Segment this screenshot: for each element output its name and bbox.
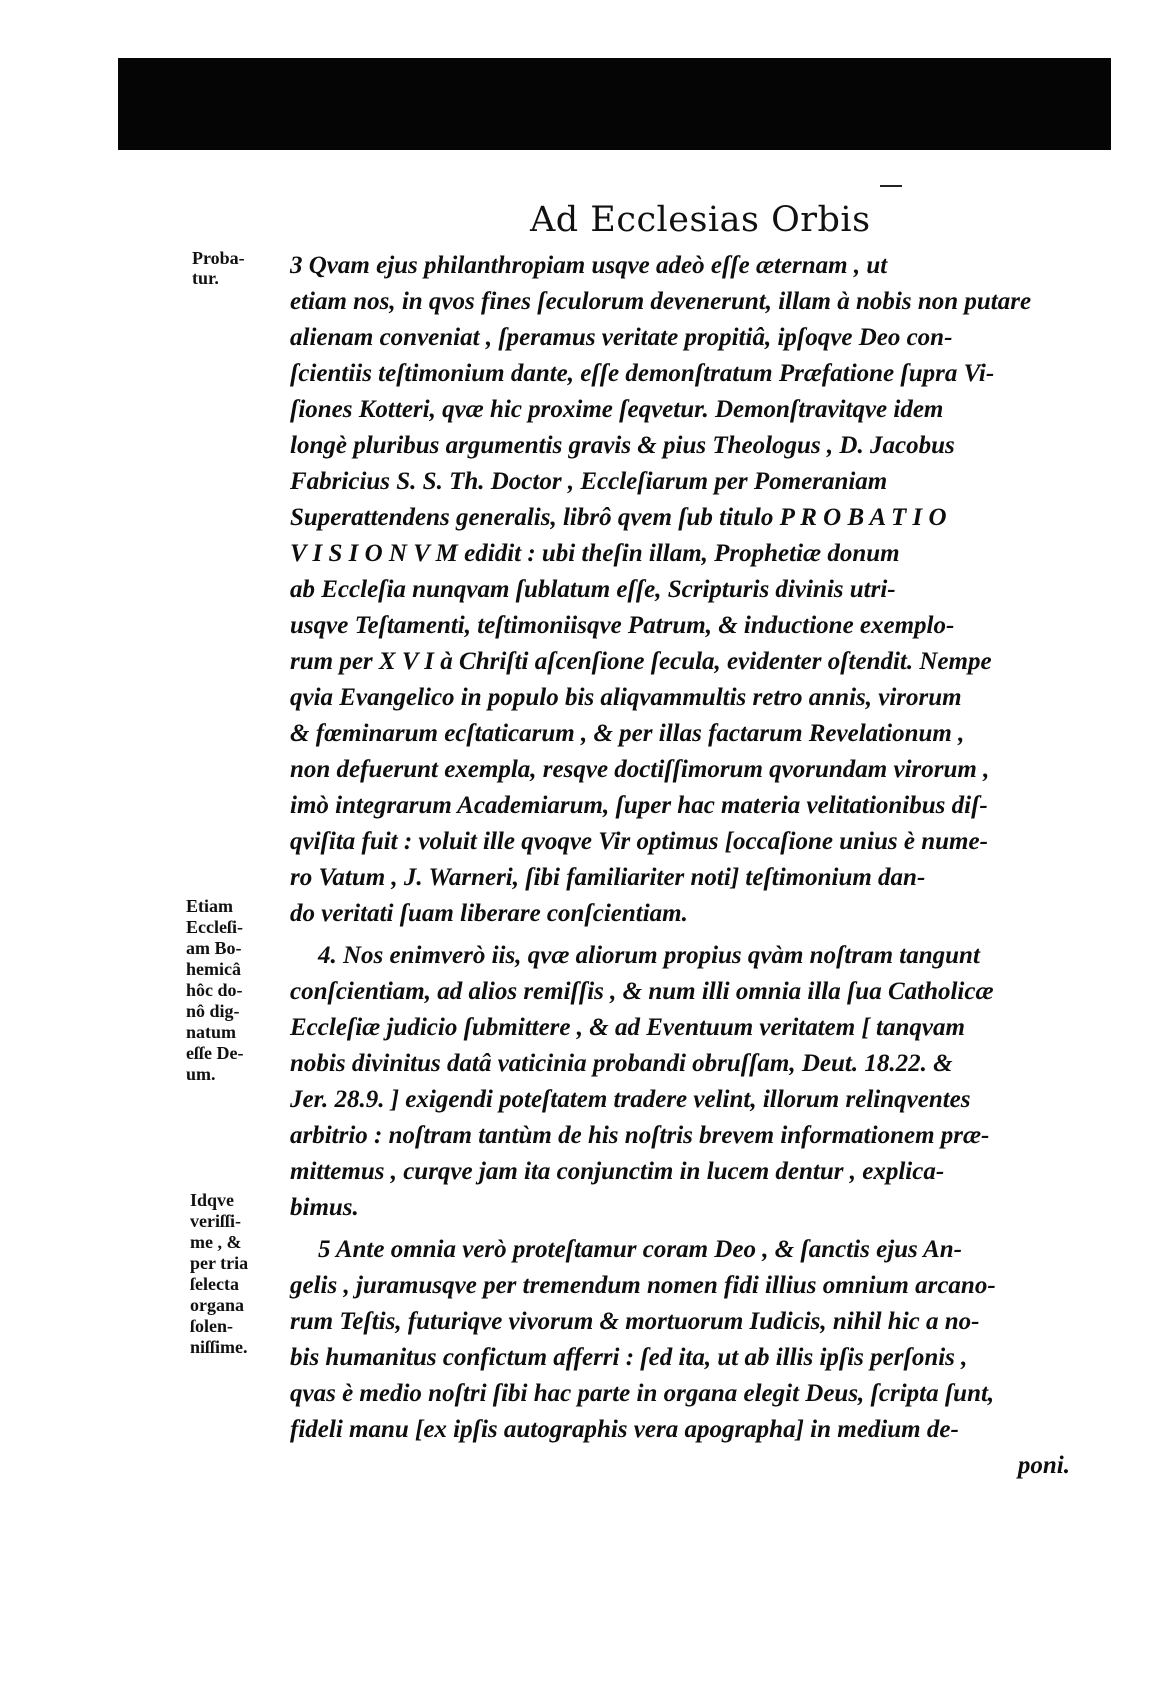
margin-note-line: Eccleſi- [186, 917, 243, 937]
text-line: mittemus , curqve jam ita conjunctim in lucem dentur , explica- [290, 1158, 945, 1185]
margin-note-line: Etiam [186, 896, 233, 916]
text-line: Fabricius S. S. Th. Doctor , Eccleſiarum per Pomeraniam [290, 468, 888, 495]
text-line: rum per X V I à Chriſti aſcenſione ſecula, evidenter oſtendit. Nempe [290, 648, 992, 675]
text-line: arbitrio : noſtram tantùm de his noſtris brevem informationem præ- [290, 1122, 990, 1149]
rule-mark [880, 185, 902, 187]
text-line: & fœminarum ecſtaticarum , & per illas factarum Revelationum , [290, 720, 965, 747]
text-line: Eccleſiæ judicio ſubmittere , & ad Eventuum veritatem [ tanqvam [290, 1014, 965, 1041]
text-line: qvia Evangelico in populo bis aliqvammultis retro annis, virorum [290, 684, 962, 711]
margin-note-etiam [186, 896, 243, 1085]
text-line: V I S I O N V M edidit : ubi theſin illam, Prophetiæ donum [290, 540, 900, 567]
margin-note-line: ſelecta [190, 1274, 239, 1294]
text-line: imò integrarum Academiarum, ſuper hac materia velitationibus diſ- [290, 792, 988, 819]
text-line: Jer. 28.9. ] exigendi poteſtatem tradere velint, illorum relinqventes [290, 1086, 971, 1113]
text-line: 3 Qvam ejus philanthropiam usqve adeò eſſe æternam , ut [290, 252, 888, 279]
text-line: poni. [1017, 1452, 1070, 1479]
margin-note-line: Idqve [190, 1190, 235, 1210]
text-line: do veritati ſuam liberare conſcientiam. [290, 900, 688, 927]
text-line: rum Teſtis, futuriqve vivorum & mortuorum Iudicis, nihil hic a no- [290, 1308, 980, 1335]
text-line: fideli manu [ex ipſis autographis vera apographa] in medium de- [290, 1416, 959, 1443]
running-head: Ad Ecclesias Orbis [530, 200, 871, 240]
margin-note-line: hôc do- [186, 980, 243, 1000]
text-line: 5 Ante omnia verò proteſtamur coram Deo , & ſanctis ejus An- [318, 1236, 962, 1263]
scan-black-bar [118, 58, 1111, 150]
text-line: bis humanitus confictum afferri : ſed ita, ut ab illis ipſis perſonis , [290, 1344, 968, 1371]
margin-note-line: organa [190, 1295, 244, 1315]
text-line: non defuerunt exempla, resqve doctiſſimorum qvorundam virorum , [290, 756, 990, 783]
margin-note-line: per tria [190, 1253, 249, 1273]
text-line: qviſita fuit : voluit ille qvoqve Vir optimus [occaſione unius è nume- [290, 828, 988, 855]
text-line: ſcientiis teſtimonium dante, eſſe demonſtratum Præfatione ſupra Vi- [290, 360, 995, 387]
margin-note-line: um. [186, 1064, 216, 1084]
text-line: etiam nos, in qvos fines ſeculorum devenerunt, illam à nobis non putare [290, 288, 1032, 315]
text-line: 4. Nos enimverò iis, qvæ aliorum propius qvàm noſtram tangunt [318, 942, 980, 969]
margin-note-line: Proba- [192, 248, 245, 268]
text-line: bimus. [290, 1194, 359, 1221]
margin-note-probatur [192, 248, 245, 288]
text-line: conſcientiam, ad alios remiſſis , & num illi omnia illa ſua Catholicæ [290, 978, 994, 1005]
margin-note-line: hemicâ [186, 959, 241, 979]
text-line: Superattendens generalis, librô qvem ſub titulo P R O B A T I O [290, 504, 947, 531]
text-line: alienam conveniat , ſperamus veritate propitiâ, ipſoqve Deo con- [290, 324, 953, 351]
margin-note-idqve [190, 1190, 248, 1358]
margin-note-line: ſolen- [190, 1316, 233, 1336]
margin-note-line: tur. [192, 268, 219, 288]
text-line: ab Eccleſia nunqvam ſublatum eſſe, Scripturis divinis utri- [290, 576, 896, 603]
margin-note-line: eſſe De- [186, 1043, 244, 1063]
margin-note-line: natum [186, 1022, 237, 1042]
text-line: ro Vatum , J. Warneri, ſibi familiariter noti] teſtimonium dan- [290, 864, 926, 891]
margin-note-line: niſſime. [190, 1337, 248, 1357]
text-line: longè pluribus argumentis gravis & pius Theologus , D. Jacobus [290, 432, 955, 459]
margin-note-line: nô dig- [186, 1001, 240, 1021]
text-line: ſiones Kotteri, qvæ hic proxime ſeqvetur. Demonſtravitqve idem [290, 396, 944, 423]
margin-note-line: am Bo- [186, 938, 242, 958]
text-line: gelis , juramusqve per tremendum nomen fidi illius omnium arcano- [290, 1272, 996, 1299]
text-line: nobis divinitus datâ vaticinia probandi obruſſam, Deut. 18.22. & [290, 1050, 953, 1077]
margin-note-line: me , & [190, 1232, 242, 1252]
text-line: qvas è medio noſtri ſibi hac parte in organa elegit Deus, ſcripta ſunt, [290, 1380, 995, 1407]
text-line: usqve Teſtamenti, teſtimoniisqve Patrum, & inductione exemplo- [290, 612, 955, 639]
margin-note-line: veriſſi- [190, 1211, 241, 1231]
